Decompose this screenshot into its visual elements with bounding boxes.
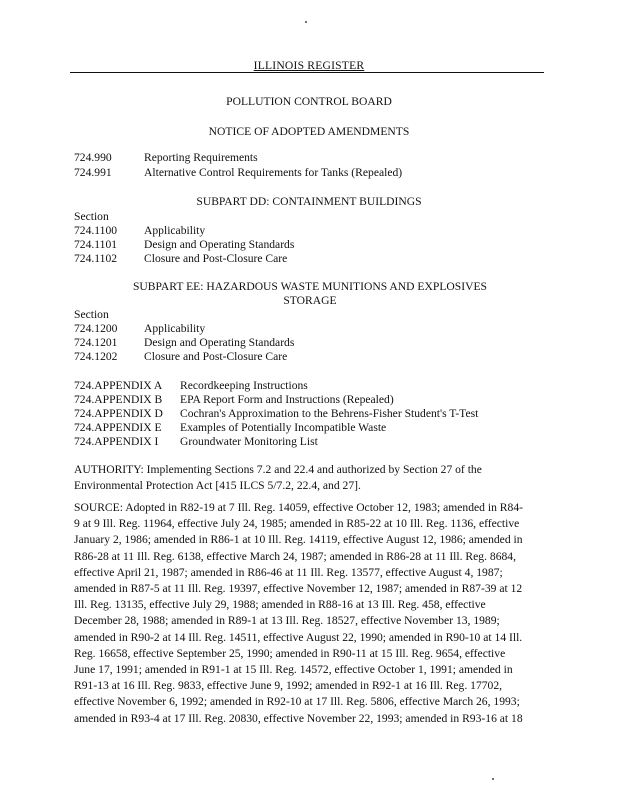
section-title: Reporting Requirements <box>144 151 258 164</box>
section-title: Alternative Control Requirements for Tanks (Repealed) <box>144 166 403 179</box>
section-title: Design and Operating Standards <box>144 238 295 251</box>
source-line: amended in R90-2 at 14 Ill. Reg. 14511, effective August 22, 1990; amended in R90-10 at 14 Ill. <box>74 630 523 644</box>
appendix-title: Recordkeeping Instructions <box>180 379 308 392</box>
section-number: 724.1202 <box>74 350 118 363</box>
source-line: effective November 6, 1992; amended in R92-10 at 17 Ill. Reg. 5806, effective March 26, 1993; <box>74 695 520 709</box>
section-number: 724.990 <box>74 151 112 164</box>
appendix-number: 724.APPENDIX A <box>74 379 163 392</box>
subpart-ee-title-line2: STORAGE <box>283 294 337 307</box>
section-title: Applicability <box>144 224 206 237</box>
subpart-ee-title <box>110 280 510 308</box>
appendix-title: Cochran's Approximation to the Behrens-Fisher Student's T-Test <box>180 407 479 420</box>
source-line: Ill. Reg. 13135, effective July 29, 1988; amended in R88-16 at 13 Ill. Reg. 458, effective <box>74 598 486 612</box>
appendix-number: 724.APPENDIX I <box>74 435 159 448</box>
source-paragraph <box>74 500 544 727</box>
header-rule <box>70 72 544 73</box>
source-line: June 17, 1991; amended in R91-1 at 15 Ill. Reg. 14572, effective October 1, 1991; amended in <box>74 663 513 677</box>
source-line: 9 at 9 Ill. Reg. 11964, effective July 24, 1985; amended in R85-22 at 10 Ill. Reg. 1136, effective <box>74 517 520 531</box>
subpart-ee-title-line1: SUBPART EE: HAZARDOUS WASTE MUNITIONS AND EXPLOSIVES <box>132 280 488 293</box>
source-line: January 2, 1986; amended in R86-1 at 10 Ill. Reg. 14119, effective August 12, 1986; amended in <box>74 533 523 547</box>
register-title: ILLINOIS REGISTER <box>253 59 365 72</box>
authority-line: AUTHORITY: Implementing Sections 7.2 and 22.4 and authorized by Section 27 of the <box>74 463 482 476</box>
section-label-text: Section <box>74 308 109 321</box>
subpart-dd-title: SUBPART DD: CONTAINMENT BUILDINGS <box>196 195 422 208</box>
appendix-title: Groundwater Monitoring List <box>180 435 318 448</box>
section-number: 724.1100 <box>74 224 118 237</box>
notice-title: NOTICE OF ADOPTED AMENDMENTS <box>208 125 410 138</box>
board-name: POLLUTION CONTROL BOARD <box>226 95 392 108</box>
source-line: effective April 21, 1987; amended in R86-46 at 11 Ill. Reg. 13577, effective August 4, 1987; <box>74 565 503 579</box>
source-line: SOURCE: Adopted in R82-19 at 7 Ill. Reg. 14059, effective October 12, 1983; amended in R84- <box>74 501 523 514</box>
section-title: Design and Operating Standards <box>144 336 295 349</box>
appendix-title: Examples of Potentially Incompatible Waste <box>180 421 387 434</box>
section-number: 724.1200 <box>74 322 118 335</box>
section-label-text: Section <box>74 210 109 223</box>
authority-paragraph <box>74 462 544 494</box>
scan-speck <box>492 778 494 780</box>
appendix-number: 724.APPENDIX B <box>74 393 163 406</box>
authority-line: Environmental Protection Act [415 ILCS 5/7.2, 22.4, and 27]. <box>74 479 361 493</box>
appendix-title: EPA Report Form and Instructions (Repealed) <box>180 393 394 406</box>
appendix-number: 724.APPENDIX D <box>74 407 163 420</box>
section-title: Applicability <box>144 322 206 335</box>
appendix-number: 724.APPENDIX E <box>74 421 162 434</box>
scan-speck <box>305 21 307 23</box>
source-line: amended in R93-4 at 17 Ill. Reg. 20830, effective November 22, 1993; amended in R93-16 at 18 <box>74 711 523 725</box>
section-number: 724.1102 <box>74 252 118 265</box>
source-line: R86-28 at 11 Ill. Reg. 6138, effective March 24, 1987; amended in R86-28 at 11 Ill. Reg. 8684, <box>74 549 516 563</box>
section-number: 724.991 <box>74 166 112 179</box>
source-line: Reg. 16658, effective September 25, 1990; amended in R90-11 at 15 Ill. Reg. 9654, effective <box>74 646 506 660</box>
section-number: 724.1201 <box>74 336 118 349</box>
section-title: Closure and Post-Closure Care <box>144 252 288 265</box>
source-line: December 28, 1988; amended in R89-1 at 13 Ill. Reg. 18527, effective November 13, 1989; <box>74 614 500 628</box>
source-line: amended in R87-5 at 11 Ill. Reg. 19397, effective November 12, 1987; amended in R87-39 at 12 <box>74 582 523 596</box>
section-number: 724.1101 <box>74 238 118 251</box>
source-line: R91-13 at 16 Ill. Reg. 9833, effective June 9, 1992; amended in R92-1 at 16 Ill. Reg. 17702, <box>74 679 503 693</box>
section-title: Closure and Post-Closure Care <box>144 350 288 363</box>
